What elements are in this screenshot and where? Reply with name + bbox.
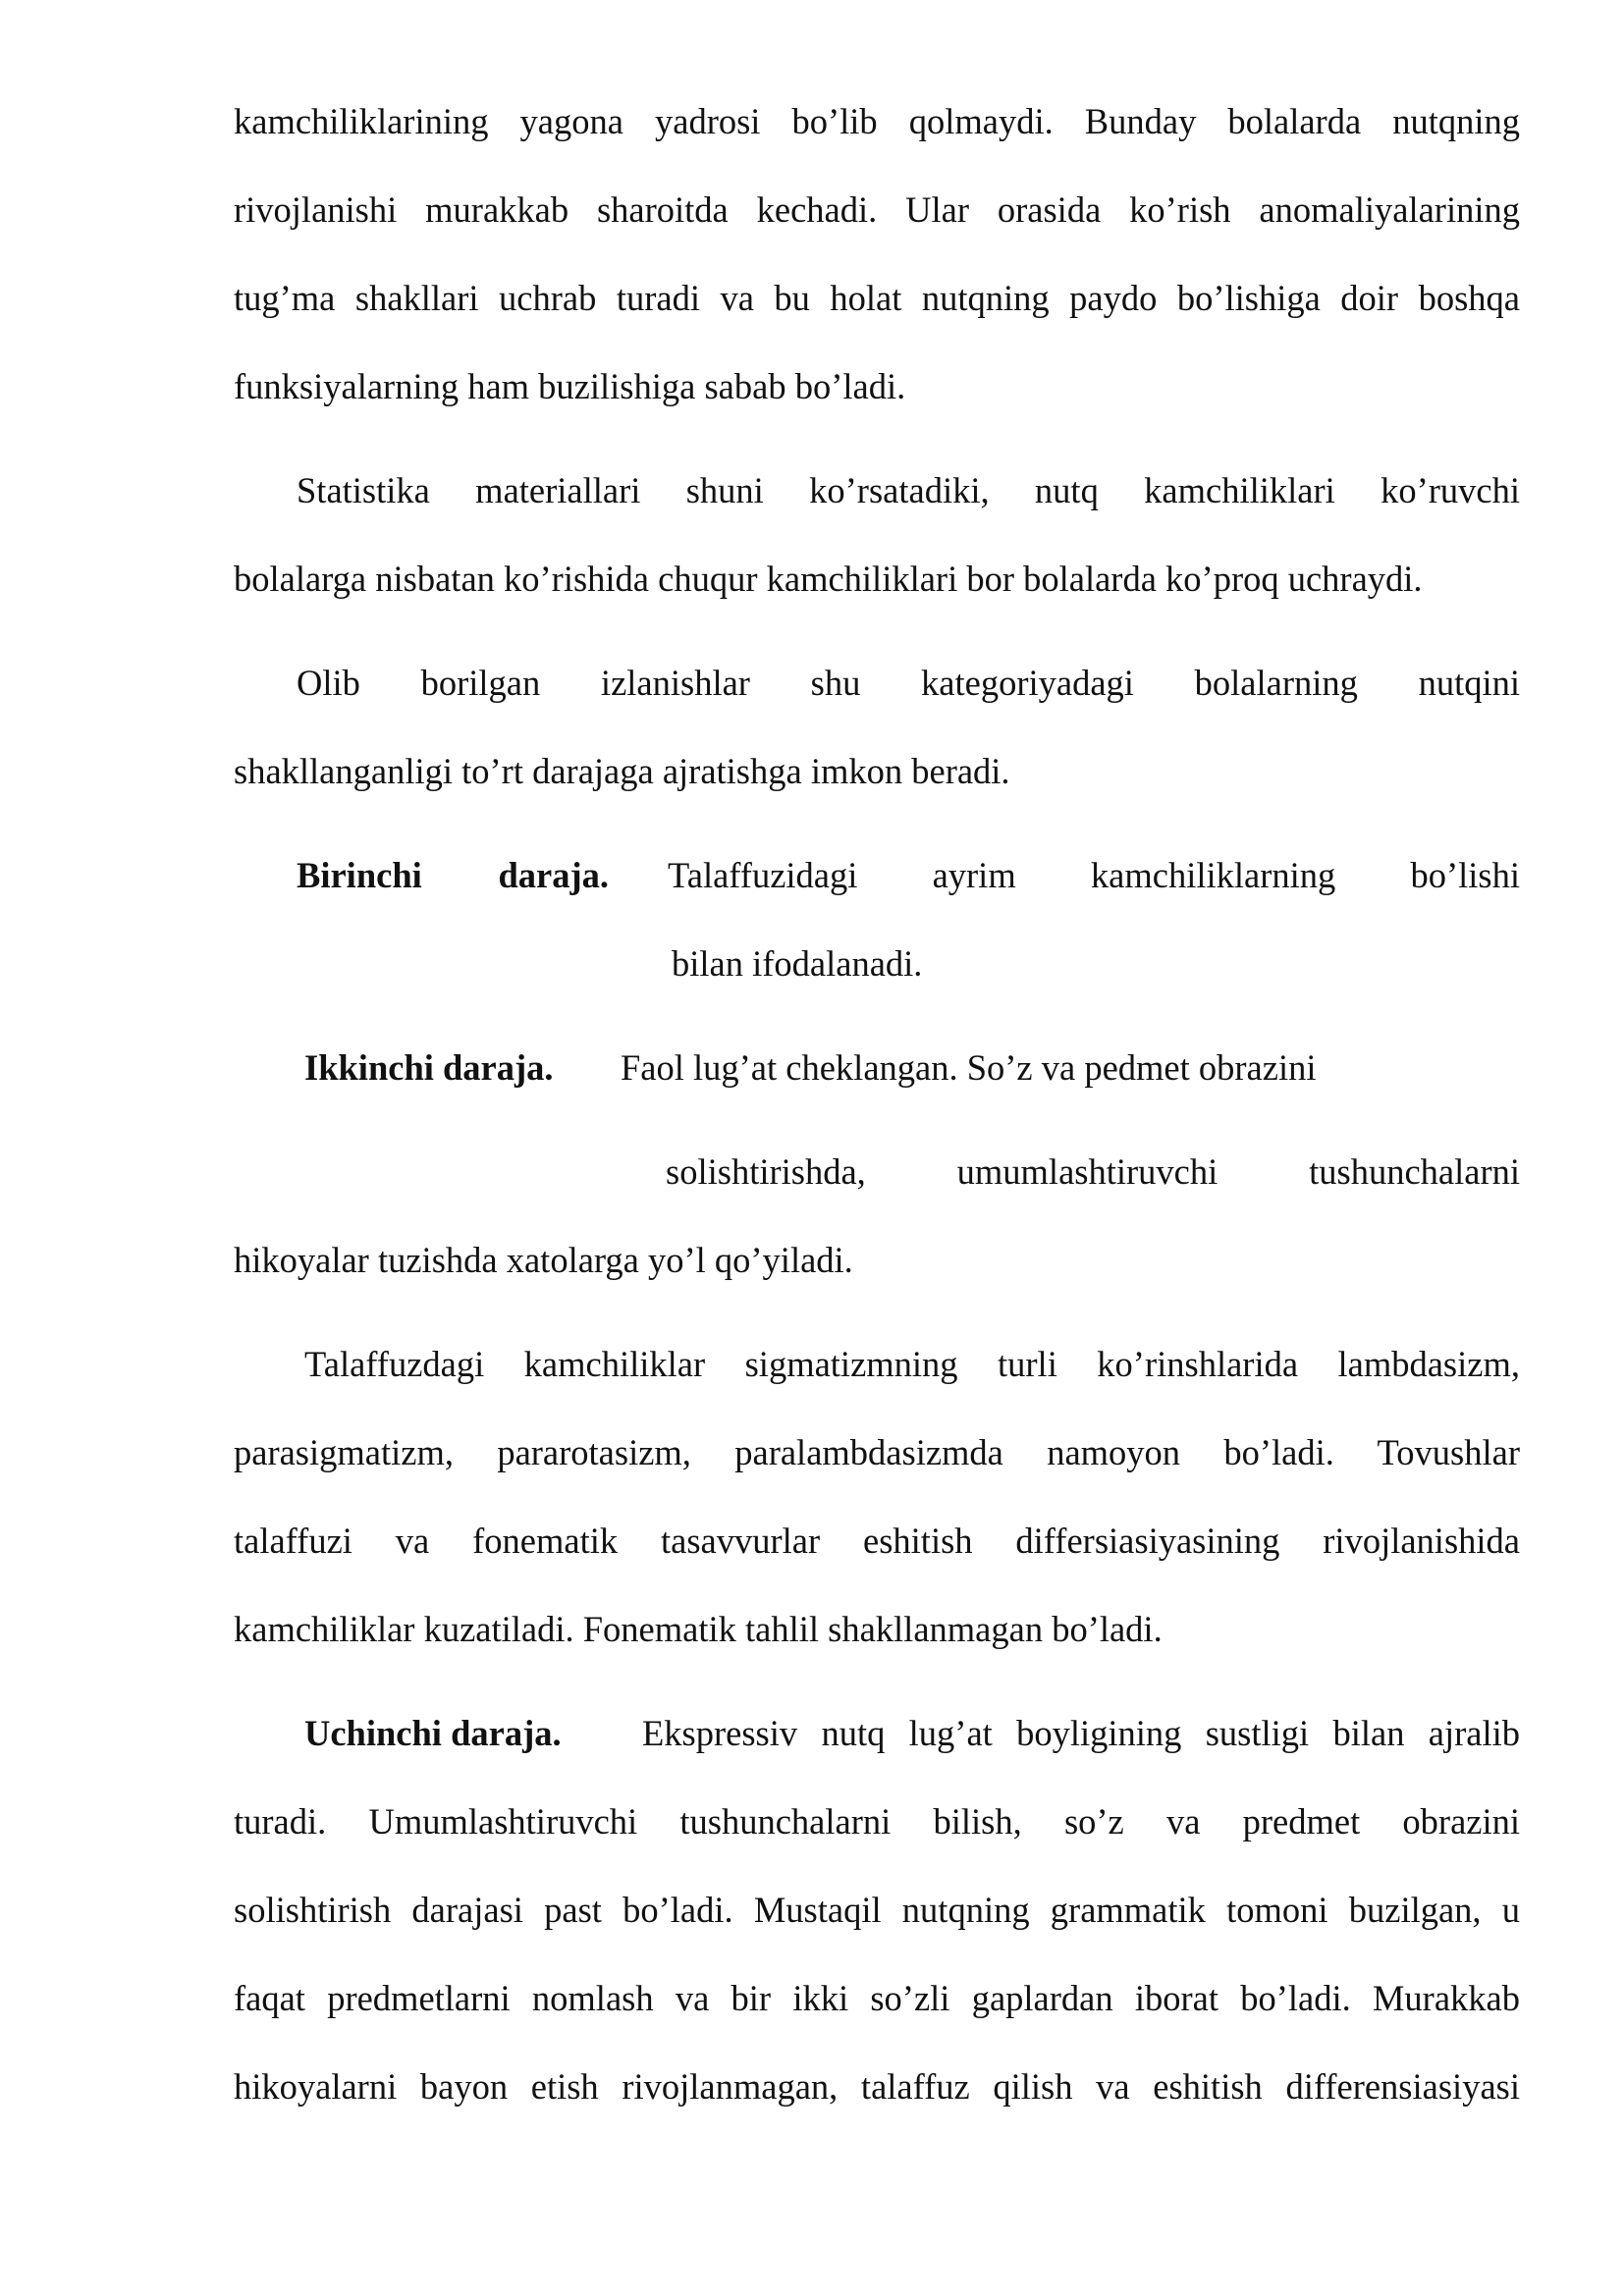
- level-3-line: turadi. Umumlashtiruvchi tushunchalarni bilish, so’z va predmet obrazini: [234, 1801, 1520, 1842]
- paragraph-line: talaffuzi va fonematik tasavvurlar eshitish differsiasiyasining rivojlanishida: [234, 1521, 1520, 1561]
- paragraph-line: Statistika materiallari shuni ko’rsatadiki, nutq kamchiliklari ko’ruvchi: [297, 470, 1520, 510]
- level-3-line: faqat predmetlarni nomlash va bir ikki so’zli gaplardan iborat bo’ladi. Murakkab: [234, 1978, 1520, 2018]
- level-3-term: Uchinchi daraja.: [304, 1713, 562, 1753]
- paragraph-line: parasigmatizm, pararotasizm, paralambdasizmda namoyon bo’ladi. Tovushlar: [234, 1432, 1520, 1472]
- level-1-term: Birinchi daraja.: [297, 855, 609, 895]
- level-2-term: Ikkinchi daraja.: [304, 1047, 554, 1088]
- paragraph-line: tug’ma shakllari uchrab turadi va bu holat nutqning paydo bo’lishiga doir boshqa: [234, 278, 1520, 318]
- level-3-text: Ekspressiv nutq lug’at boyligining sustligi bilan ajralib: [642, 1713, 1520, 1753]
- paragraph-line: shakllanganligi to’rt darajaga ajratishga imkon beradi.: [234, 751, 1010, 791]
- paragraph-line: kamchiliklarining yagona yadrosi bo’lib qolmaydi. Bunday bolalarda nutqning: [234, 101, 1520, 141]
- paragraph-line: bolalarga nisbatan ko’rishida chuqur kamchiliklari bor bolalarda ko’proq uchraydi.: [234, 559, 1423, 599]
- paragraph-line: rivojlanishi murakkab sharoitda kechadi. Ular orasida ko’rish anomaliyalarining: [234, 189, 1520, 230]
- paragraph-line: funksiyalarning ham buzilishiga sabab bo’ladi.: [234, 366, 906, 406]
- level-2-line: hikoyalar tuzishda xatolarga yo’l qo’yiladi.: [234, 1240, 853, 1280]
- paragraph-line: kamchiliklar kuzatiladi. Fonematik tahlil shakllanmagan bo’ladi.: [234, 1609, 1163, 1649]
- level-2-line: solishtirishda, umumlashtiruvchi tushunchalarni: [666, 1151, 1520, 1192]
- level-2-text: Faol lug’at cheklangan. So’z va pedmet obrazini: [621, 1047, 1317, 1088]
- level-1-continuation: bilan ifodalanadi.: [672, 943, 923, 984]
- paragraph-line: Talaffuzdagi kamchiliklar sigmatizmning turli ko’rinshlarida lambdasizm,: [304, 1344, 1520, 1384]
- paragraph-line: Olib borilgan izlanishlar shu kategoriyadagi bolalarning nutqini: [297, 663, 1520, 703]
- level-3-line: hikoyalarni bayon etish rivojlanmagan, talaffuz qilish va eshitish differensiasiyasi: [234, 2066, 1520, 2107]
- level-1-text: Talaffuzidagi ayrim kamchiliklarning bo’lishi: [668, 855, 1520, 895]
- level-3-line: solishtirish darajasi past bo’ladi. Mustaqil nutqning grammatik tomoni buzilgan, u: [234, 1890, 1520, 1930]
